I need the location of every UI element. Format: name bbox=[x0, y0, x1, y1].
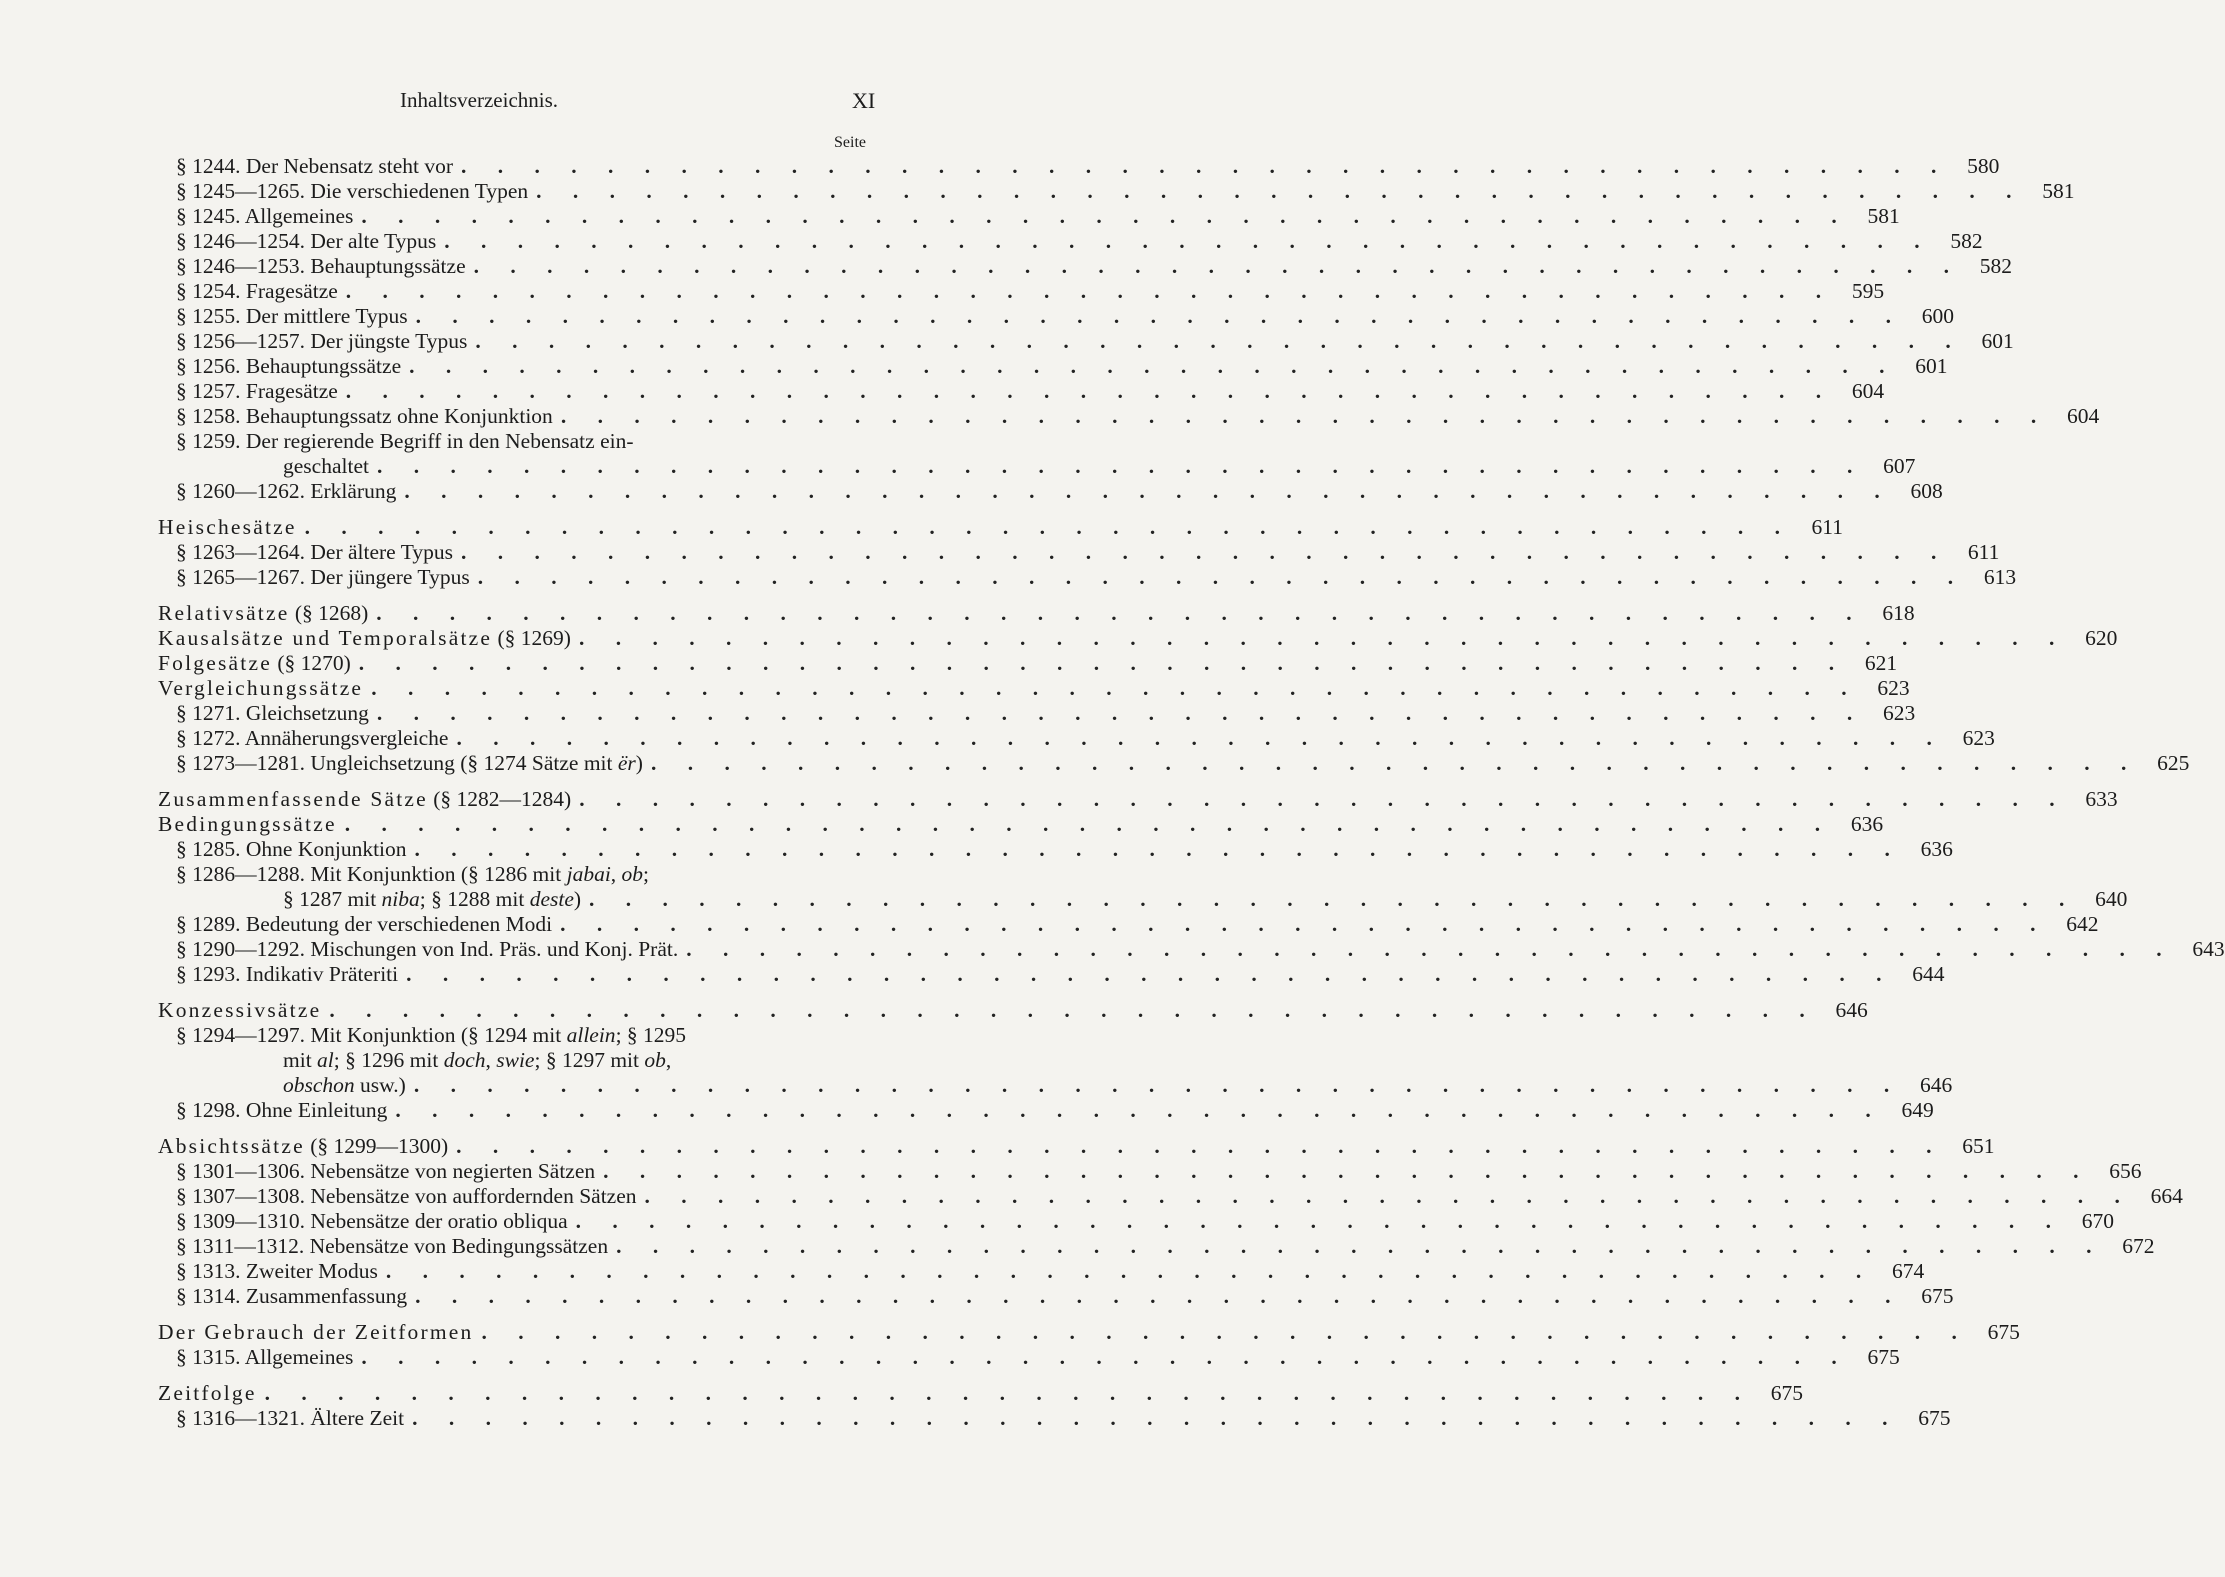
toc-page-number: 670 bbox=[2081, 1209, 2115, 1233]
toc-title-text: § 1286—1288. Mit Konjunktion (§ 1286 mit bbox=[176, 862, 567, 886]
toc-section-entry bbox=[158, 998, 1868, 1023]
toc-italic-term: allein bbox=[566, 1023, 616, 1047]
dot-leader: . . . . . . . . . . . . . . . . . . . . . . . . . . . . . . . . . . . . . . . . . bbox=[481, 1320, 1970, 1344]
toc-line bbox=[158, 626, 2118, 651]
toc-page-number: 623 bbox=[1962, 726, 1995, 750]
toc-page-number: 595 bbox=[1851, 279, 1885, 303]
toc-page-number: 611 bbox=[1967, 540, 2000, 564]
toc-italic-term: niba bbox=[381, 887, 420, 911]
toc-paragraph-entry bbox=[158, 254, 2012, 279]
toc-page-number: 582 bbox=[1950, 229, 1983, 253]
toc-page-number: 636 bbox=[1850, 812, 1884, 836]
toc-paragraph-entry bbox=[158, 540, 2000, 565]
toc-page-number: 600 bbox=[1921, 304, 1954, 328]
toc-title-text: ; bbox=[643, 862, 650, 886]
toc-title-text: § 1298. Ohne Einleitung bbox=[176, 1098, 388, 1122]
toc-title-text: , bbox=[665, 1048, 672, 1072]
toc-title-text: Zusammenfassende Sätze bbox=[158, 787, 428, 811]
toc-line bbox=[158, 204, 1900, 229]
toc-paragraph-entry bbox=[158, 1209, 2115, 1234]
toc-paragraph-entry bbox=[158, 1234, 2155, 1259]
toc-title-text: Heischesätze bbox=[158, 515, 297, 539]
toc-title-text: mit bbox=[283, 1048, 318, 1072]
toc-section-entry bbox=[158, 812, 1884, 837]
toc-paragraph-entry bbox=[158, 937, 2225, 962]
toc-page-number: 646 bbox=[1835, 998, 1868, 1022]
toc-page-number: 620 bbox=[2085, 626, 2118, 650]
toc-line bbox=[158, 429, 882, 454]
toc-line bbox=[158, 1159, 2142, 1184]
toc-title-text: (§ 1299—1300) bbox=[304, 1134, 449, 1158]
toc-page-number: 675 bbox=[1867, 1345, 1900, 1369]
toc-title-text: Kausalsätze und Temporalsätze bbox=[158, 626, 493, 650]
toc-title-text: § 1271. Gleichsetzung bbox=[176, 701, 369, 725]
toc-paragraph-entry bbox=[158, 304, 1954, 329]
toc-page-number: 672 bbox=[2122, 1234, 2155, 1258]
dot-leader: . . . . . . . . . . . . . . . . . . . . . . . . . . . . . . . . . . . . . . . . . bbox=[644, 1184, 2133, 1208]
toc-line bbox=[158, 601, 1915, 626]
dot-leader: . . . . . . . . . . . . . . . . . . . . . . . . . . . . . . . . . . . . . . . . . bbox=[589, 887, 2078, 911]
dot-leader: . . . . . . . . . . . . . . . . . . . . . . . . . . . . . . . . . . . . . . . . . bbox=[477, 565, 1967, 589]
toc-line bbox=[158, 726, 1995, 751]
toc-title-text: § 1263—1264. Der ältere Typus bbox=[176, 540, 453, 564]
toc-page-number: 636 bbox=[1920, 837, 1953, 861]
toc-line bbox=[158, 1134, 1995, 1159]
toc-page-number: 656 bbox=[2109, 1159, 2142, 1183]
dot-leader: . . . . . . . . . . . . . . . . . . . . . . . . . . . . . . . . . . . . . . . . . bbox=[536, 179, 2025, 203]
toc-title-text: Relativsätze bbox=[158, 601, 290, 625]
toc-page-number: 604 bbox=[2066, 404, 2100, 428]
toc-title-text: (§ 1282—1284) bbox=[427, 787, 572, 811]
toc-title-text: Der Gebrauch der Zeitformen bbox=[158, 1320, 474, 1344]
toc-title-text: usw.) bbox=[354, 1073, 406, 1097]
toc-title-text: § 1273—1281. Ungleichsetzung (§ 1274 Sätze mit bbox=[176, 751, 618, 775]
toc-title-text: § 1255. Der mittlere Typus bbox=[176, 304, 408, 328]
dot-leader: . . . . . . . . . . . . . . . . . . . . . . . . . . . . . . . . . . . . . . . . . bbox=[412, 1406, 1901, 1430]
dot-leader: . . . . . . . . . . . . . . . . . . . . . . . . . . . . . . . . . . . . . . . . . bbox=[560, 912, 2049, 936]
toc-line bbox=[158, 962, 1945, 987]
toc-title-text: Folgesätze bbox=[158, 651, 272, 675]
toc-paragraph-entry bbox=[158, 404, 2100, 429]
toc-line bbox=[158, 179, 2075, 204]
toc-paragraph-entry bbox=[158, 1023, 1953, 1098]
toc-title-text: (§ 1268) bbox=[289, 601, 369, 625]
toc-section-entry bbox=[158, 651, 1898, 676]
dot-leader: . . . . . . . . . . . . . . . . . . . . . . . . . . . . . . . . . . . . . . . . . bbox=[344, 812, 1834, 836]
page-number: XI bbox=[852, 88, 876, 113]
toc-page-number: 664 bbox=[2150, 1184, 2183, 1208]
toc-page-number: 646 bbox=[1919, 1073, 1953, 1097]
toc-section-entry bbox=[158, 787, 2118, 812]
toc-line bbox=[158, 787, 2118, 812]
toc-line bbox=[158, 229, 1983, 254]
toc-section-entry bbox=[158, 601, 1915, 626]
toc-italic-term: doch bbox=[443, 1048, 486, 1072]
toc-line bbox=[158, 479, 1943, 504]
toc-line bbox=[158, 304, 1954, 329]
toc-page-number: 674 bbox=[1891, 1259, 1925, 1283]
toc-title-text: § 1245—1265. Die verschiedenen Typen bbox=[176, 179, 529, 203]
toc-italic-term: al bbox=[317, 1048, 334, 1072]
toc-line bbox=[158, 279, 1885, 304]
toc-title-text: (§ 1269) bbox=[492, 626, 571, 650]
dot-leader: . . . . . . . . . . . . . . . . . . . . . . . . . . . . . . . . . . . . . . . . . bbox=[404, 479, 1893, 503]
toc-title-text: § 1307—1308. Nebensätze von auffordernden Sätzen bbox=[176, 1184, 637, 1208]
toc-section-entry bbox=[158, 1381, 1803, 1406]
toc-page-number: 608 bbox=[1910, 479, 1943, 503]
toc-title-text: ; § 1295 bbox=[615, 1023, 687, 1047]
toc-page-number: 613 bbox=[1983, 565, 2017, 589]
dot-leader: . . . . . . . . . . . . . . . . . . . . . . . . . . . . . . . . . . . . . . . . . bbox=[456, 726, 1945, 750]
toc-title-text: § 1254. Fragesätze bbox=[176, 279, 338, 303]
dot-leader: . . . . . . . . . . . . . . . . . . . . . . . . . . . . . . . . . . . . . . . . . bbox=[460, 540, 1950, 564]
toc-page-number: 675 bbox=[1770, 1381, 1803, 1405]
toc-line bbox=[158, 354, 1948, 379]
toc-section-entry bbox=[158, 515, 1843, 540]
toc-title-text: § 1258. Behauptungssatz ohne Konjunktion bbox=[176, 404, 553, 428]
table-of-contents bbox=[158, 154, 2225, 1431]
toc-page-number: 642 bbox=[2066, 912, 2099, 936]
toc-title-text: geschaltet bbox=[283, 454, 369, 478]
toc-line bbox=[158, 515, 1843, 540]
toc-line bbox=[158, 812, 1884, 837]
toc-line bbox=[158, 1284, 1954, 1309]
toc-page-number: 580 bbox=[1967, 154, 2000, 178]
toc-title-text: § 1311—1312. Nebensätze von Bedingungssätzen bbox=[176, 1234, 609, 1258]
toc-paragraph-entry bbox=[158, 479, 1943, 504]
toc-title-text: Konzessivsätze bbox=[158, 998, 322, 1022]
dot-leader: . . . . . . . . . . . . . . . . . . . . . . . . . . . . . . . . . . . . . . . . . bbox=[650, 751, 2140, 775]
toc-page-number: 644 bbox=[1912, 962, 1945, 986]
toc-page-number: 618 bbox=[1882, 601, 1915, 625]
dot-leader: . . . . . . . . . . . . . . . . . . . . . . . . . . . . . . . . . . . . . . . . . bbox=[475, 329, 1964, 353]
toc-title-text: Vergleichungssätze bbox=[158, 676, 364, 700]
toc-title-text: § 1289. Bedeutung der verschiedenen Modi bbox=[176, 912, 553, 936]
toc-title-text: § 1245. Allgemeines bbox=[176, 204, 354, 228]
toc-line bbox=[158, 1073, 1953, 1098]
toc-line bbox=[158, 1406, 1951, 1431]
toc-title-text: , bbox=[610, 862, 622, 886]
toc-page-number: 675 bbox=[1921, 1284, 1954, 1308]
toc-page-number: 640 bbox=[2095, 887, 2128, 911]
toc-title-text: § 1309—1310. Nebensätze der oratio obliqua bbox=[176, 1209, 568, 1233]
toc-page-number: 633 bbox=[2085, 787, 2118, 811]
dot-leader: . . . . . . . . . . . . . . . . . . . . . . . . . . . . . . . . . . . . . . . . . bbox=[385, 1259, 1875, 1283]
toc-section-entry bbox=[158, 676, 1910, 701]
dot-leader: . . . . . . . . . . . . . . . . . . . . . . . . . . . . . . . . . . . . . . . . . bbox=[358, 651, 1848, 675]
dot-leader: . . . . . . . . . . . . . . . . . . . . . . . . . . . . . . . . . . . . . . . . . bbox=[413, 1073, 1903, 1097]
toc-page-number: 623 bbox=[1883, 701, 1916, 725]
dot-leader: . . . . . . . . . . . . . . . . . . . . . . . . . . . . . . . . . . . . . . . . . bbox=[616, 1234, 2105, 1258]
dot-leader: . . . . . . . . . . . . . . . . . . . . . . . . . . . . . . . . . . . . . . . . . bbox=[456, 1134, 1945, 1158]
toc-title-text: § 1315. Allgemeines bbox=[176, 1345, 354, 1369]
toc-page-number: 581 bbox=[2042, 179, 2075, 203]
toc-paragraph-entry bbox=[158, 1098, 1934, 1123]
dot-leader: . . . . . . . . . . . . . . . . . . . . . . . . . . . . . . . . . . . . . . . . . bbox=[264, 1381, 1753, 1405]
toc-paragraph-entry bbox=[158, 354, 1948, 379]
toc-page-number: 675 bbox=[1918, 1406, 1951, 1430]
toc-title-text: § 1314. Zusammenfassung bbox=[176, 1284, 408, 1308]
toc-line bbox=[158, 1381, 1803, 1406]
toc-page-number: 625 bbox=[2157, 751, 2190, 775]
toc-paragraph-entry bbox=[158, 1259, 1925, 1284]
toc-page-number: 643 bbox=[2192, 937, 2225, 961]
toc-line bbox=[158, 154, 2000, 179]
toc-italic-term: ob bbox=[621, 862, 644, 886]
toc-line bbox=[158, 1023, 882, 1048]
toc-page-number: 611 bbox=[1811, 515, 1843, 539]
dot-leader: . . . . . . . . . . . . . . . . . . . . . . . . . . . . . . . . . . . . . . . . . bbox=[575, 1209, 2065, 1233]
toc-line bbox=[158, 1345, 1900, 1370]
toc-italic-term: obschon bbox=[283, 1073, 355, 1097]
dot-leader: . . . . . . . . . . . . . . . . . . . . . . . . . . . . . . . . . . . . . . . . . bbox=[376, 601, 1865, 625]
toc-title-text: § 1287 mit bbox=[283, 887, 382, 911]
toc-title-text: § 1301—1306. Nebensätze von negierten Sätzen bbox=[176, 1159, 596, 1183]
toc-title-text: , bbox=[485, 1048, 497, 1072]
toc-title-text: ) bbox=[635, 751, 643, 775]
toc-section-entry bbox=[158, 1320, 2020, 1345]
toc-section-entry bbox=[158, 1134, 1995, 1159]
dot-leader: . . . . . . . . . . . . . . . . . . . . . . . . . . . . . . . . . . . . . . . . . bbox=[560, 404, 2050, 428]
toc-italic-term: deste bbox=[529, 887, 574, 911]
toc-page-number: 651 bbox=[1962, 1134, 1995, 1158]
toc-line bbox=[158, 862, 882, 887]
toc-paragraph-entry bbox=[158, 279, 1885, 304]
toc-title-text: § 1313. Zweiter Modus bbox=[176, 1259, 378, 1283]
dot-leader: . . . . . . . . . . . . . . . . . . . . . . . . . . . . . . . . . . . . . . . . . bbox=[376, 454, 1866, 478]
dot-leader: . . . . . . . . . . . . . . . . . . . . . . . . . . . . . . . . . . . . . . . . . bbox=[361, 1345, 1850, 1369]
running-header-title: Inhaltsverzeichnis. bbox=[400, 88, 559, 112]
toc-page-number: 607 bbox=[1883, 454, 1916, 478]
toc-line bbox=[158, 998, 1868, 1023]
dot-leader: . . . . . . . . . . . . . . . . . . . . . . . . . . . . . . . . . . . . . . . . . bbox=[444, 229, 1933, 253]
toc-line bbox=[158, 404, 2100, 429]
toc-paragraph-entry bbox=[158, 329, 2014, 354]
toc-paragraph-entry bbox=[158, 204, 1900, 229]
toc-italic-term: ob bbox=[644, 1048, 666, 1072]
toc-title-text: ; § 1297 mit bbox=[534, 1048, 645, 1072]
dot-leader: . . . . . . . . . . . . . . . . . . . . . . . . . . . . . . . . . . . . . . . . . bbox=[329, 998, 1818, 1022]
toc-title-text: Zeitfolge bbox=[158, 1381, 257, 1405]
dot-leader: . . . . . . . . . . . . . . . . . . . . . . . . . . . . . . . . . . . . . . . . . bbox=[345, 379, 1835, 403]
toc-italic-term: swie bbox=[496, 1048, 535, 1072]
toc-line bbox=[158, 1320, 2020, 1345]
dot-leader: . . . . . . . . . . . . . . . . . . . . . . . . . . . . . . . . . . . . . . . . . bbox=[345, 279, 1835, 303]
toc-paragraph-entry bbox=[158, 962, 1945, 987]
toc-page-number: 604 bbox=[1851, 379, 1885, 403]
toc-page-number: 601 bbox=[1981, 329, 2014, 353]
toc-title-text: Absichtssätze bbox=[158, 1134, 305, 1158]
toc-page-number: 582 bbox=[1979, 254, 2012, 278]
dot-leader: . . . . . . . . . . . . . . . . . . . . . . . . . . . . . . . . . . . . . . . . . bbox=[371, 676, 1860, 700]
toc-title-text: § 1244. Der Nebensatz steht vor bbox=[176, 154, 454, 178]
toc-title-text: ; § 1296 mit bbox=[333, 1048, 444, 1072]
dot-leader: . . . . . . . . . . . . . . . . . . . . . . . . . . . . . . . . . . . . . . . . . bbox=[406, 962, 1895, 986]
toc-line bbox=[158, 565, 2017, 590]
toc-page-number: 623 bbox=[1877, 676, 1910, 700]
toc-page-number: 675 bbox=[1987, 1320, 2020, 1344]
toc-title-text: § 1285. Ohne Konjunktion bbox=[176, 837, 407, 861]
toc-paragraph-entry bbox=[158, 862, 2128, 912]
toc-title-text: § 1293. Indikativ Präteriti bbox=[176, 962, 399, 986]
toc-title-text: ; § 1288 mit bbox=[419, 887, 530, 911]
dot-leader: . . . . . . . . . . . . . . . . . . . . . . . . . . . . . . . . . . . . . . . . . bbox=[473, 254, 1962, 278]
toc-title-text: § 1256. Behauptungssätze bbox=[176, 354, 402, 378]
toc-line bbox=[158, 837, 1953, 862]
toc-paragraph-entry bbox=[158, 429, 1916, 479]
page-column-label: Seite bbox=[834, 134, 866, 151]
toc-title-text: § 1316—1321. Ältere Zeit bbox=[176, 1406, 405, 1430]
toc-line bbox=[158, 1098, 1934, 1123]
toc-line bbox=[158, 1259, 1925, 1284]
toc-title-text: § 1259. Der regierende Begriff in den Nebensatz ein- bbox=[176, 429, 634, 453]
toc-page-number: 601 bbox=[1915, 354, 1948, 378]
toc-title-text: § 1246—1253. Behauptungssätze bbox=[176, 254, 466, 278]
dot-leader: . . . . . . . . . . . . . . . . . . . . . . . . . . . . . . . . . . . . . . . . . bbox=[415, 304, 1904, 328]
toc-line bbox=[158, 1048, 882, 1073]
toc-section-entry bbox=[158, 626, 2118, 651]
toc-paragraph-entry bbox=[158, 379, 1885, 404]
toc-line bbox=[158, 676, 1910, 701]
toc-title-text: § 1265—1267. Der jüngere Typus bbox=[176, 565, 470, 589]
toc-line bbox=[158, 701, 1916, 726]
toc-page-number: 649 bbox=[1901, 1098, 1934, 1122]
toc-title-text: (§ 1270) bbox=[271, 651, 351, 675]
toc-line bbox=[158, 254, 2012, 279]
toc-title-text: § 1246—1254. Der alte Typus bbox=[176, 229, 437, 253]
toc-paragraph-entry bbox=[158, 179, 2075, 204]
toc-title-text: § 1290—1292. Mischungen von Ind. Präs. und Konj. Prät. bbox=[176, 937, 679, 961]
dot-leader: . . . . . . . . . . . . . . . . . . . . . . . . . . . . . . . . . . . . . . . . . bbox=[395, 1098, 1884, 1122]
toc-line bbox=[158, 887, 2128, 912]
dot-leader: . . . . . . . . . . . . . . . . . . . . . . . . . . . . . . . . . . . . . . . . . bbox=[304, 515, 1793, 539]
dot-leader: . . . . . . . . . . . . . . . . . . . . . . . . . . . . . . . . . . . . . . . . . bbox=[415, 1284, 1904, 1308]
dot-leader: . . . . . . . . . . . . . . . . . . . . . . . . . . . . . . . . . . . . . . . . . bbox=[409, 354, 1898, 378]
toc-title-text: § 1256—1257. Der jüngste Typus bbox=[176, 329, 468, 353]
toc-paragraph-entry bbox=[158, 1184, 2183, 1209]
toc-paragraph-entry bbox=[158, 701, 1916, 726]
dot-leader: . . . . . . . . . . . . . . . . . . . . . . . . . . . . . . . . . . . . . . . . . bbox=[603, 1159, 2092, 1183]
toc-paragraph-entry bbox=[158, 912, 2099, 937]
toc-paragraph-entry bbox=[158, 726, 1995, 751]
toc-title-text: Bedingungssätze bbox=[158, 812, 337, 836]
dot-leader: . . . . . . . . . . . . . . . . . . . . . . . . . . . . . . . . . . . . . . . . . bbox=[579, 787, 2068, 811]
dot-leader: . . . . . . . . . . . . . . . . . . . . . . . . . . . . . . . . . . . . . . . . . bbox=[578, 626, 2068, 650]
toc-page-number: 581 bbox=[1867, 204, 1900, 228]
toc-line bbox=[158, 540, 2000, 565]
toc-paragraph-entry bbox=[158, 1345, 1900, 1370]
toc-line bbox=[158, 937, 2225, 962]
toc-page-number: 621 bbox=[1864, 651, 1898, 675]
toc-title-text: § 1272. Annäherungsvergleiche bbox=[176, 726, 449, 750]
toc-line bbox=[158, 751, 2190, 776]
toc-title-text: § 1257. Fragesätze bbox=[176, 379, 338, 403]
toc-italic-term: jabai bbox=[566, 862, 611, 886]
dot-leader: . . . . . . . . . . . . . . . . . . . . . . . . . . . . . . . . . . . . . . . . . bbox=[376, 701, 1866, 725]
toc-paragraph-entry bbox=[158, 154, 2000, 179]
toc-paragraph-entry bbox=[158, 565, 2017, 590]
dot-leader: . . . . . . . . . . . . . . . . . . . . . . . . . . . . . . . . . . . . . . . . . bbox=[461, 154, 1950, 178]
toc-line bbox=[158, 329, 2014, 354]
toc-paragraph-entry bbox=[158, 1159, 2142, 1184]
toc-paragraph-entry bbox=[158, 837, 1953, 862]
toc-line bbox=[158, 651, 1898, 676]
toc-title-text: ) bbox=[573, 887, 582, 911]
toc-line bbox=[158, 1184, 2183, 1209]
toc-paragraph-entry bbox=[158, 751, 2190, 776]
toc-line bbox=[158, 454, 1916, 479]
dot-leader: . . . . . . . . . . . . . . . . . . . . . . . . . . . . . . . . . . . . . . . . . bbox=[686, 937, 2175, 961]
toc-italic-term: ër bbox=[617, 751, 636, 775]
dot-leader: . . . . . . . . . . . . . . . . . . . . . . . . . . . . . . . . . . . . . . . . . bbox=[361, 204, 1850, 228]
toc-line bbox=[158, 912, 2099, 937]
toc-line bbox=[158, 379, 1885, 404]
toc-line bbox=[158, 1234, 2155, 1259]
toc-line bbox=[158, 1209, 2115, 1234]
toc-title-text: § 1294—1297. Mit Konjunktion (§ 1294 mit bbox=[176, 1023, 567, 1047]
toc-paragraph-entry bbox=[158, 1284, 1954, 1309]
dot-leader: . . . . . . . . . . . . . . . . . . . . . . . . . . . . . . . . . . . . . . . . . bbox=[414, 837, 1903, 861]
toc-paragraph-entry bbox=[158, 1406, 1951, 1431]
toc-paragraph-entry bbox=[158, 229, 1983, 254]
toc-title-text: § 1260—1262. Erklärung bbox=[176, 479, 397, 503]
